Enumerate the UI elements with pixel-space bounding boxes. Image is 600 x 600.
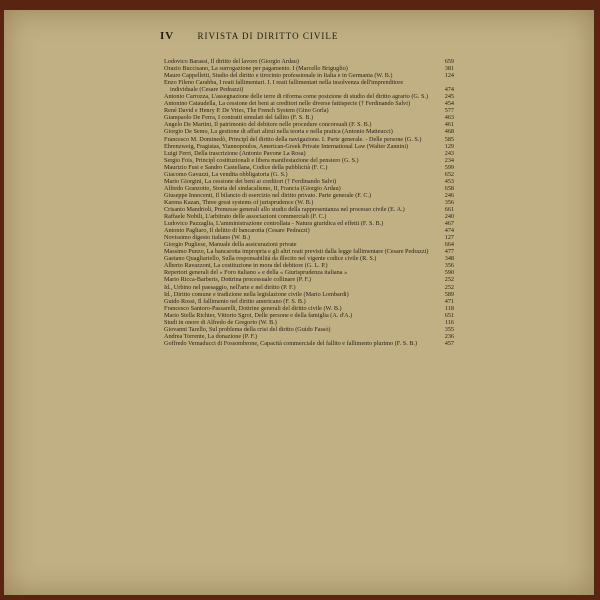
entry-page-number: 246: [444, 191, 454, 199]
index-entry: [164, 340, 454, 347]
entry-text: Repertori generali del « Foro italiano » e della « Giurisprudenza italiana »: [164, 269, 348, 277]
entry-text: Giorgio De Semo, La gestione di affari altrui nella teoria e nella pratica (Antonio Matteucci): [164, 128, 393, 136]
index-entries: [164, 58, 454, 347]
entry-text: René David e Henry P. De Vries, The French System (Gino Gorla): [164, 107, 329, 115]
entry-text: Orazio Buccisano, La surrogazione per pagamento. I (Marcello Briguglio): [164, 65, 348, 73]
index-entry: [164, 143, 454, 150]
index-entry: [164, 248, 454, 255]
entry-page-number: 356: [444, 198, 454, 206]
index-entry: [164, 206, 454, 213]
index-entry: [164, 333, 454, 340]
journal-title: RIVISTA DI DIRITTO CIVILE: [197, 31, 339, 41]
index-entry: [164, 199, 454, 206]
entry-page-number: 355: [444, 325, 454, 333]
entry-page-number: 658: [444, 184, 454, 192]
entry-text: Alfredo Granzotto, Storia del sindacalismo, II, Francia (Giorgio Ardau): [164, 184, 341, 192]
index-entry: [164, 114, 454, 121]
entry-text: Antonio Carrozza, L'assegnazione delle terre di riforma come posizione di studio del diritto agrario (G. S.): [164, 93, 428, 101]
index-entry: [164, 157, 454, 164]
entry-page-number: 664: [444, 241, 454, 249]
index-entry: [164, 269, 454, 276]
entry-text: Angelo De Martini, Il patrimonio del debitore nelle procedure concorsuali (F. S. B.): [164, 121, 372, 129]
index-entry: [164, 164, 454, 171]
index-entry: [164, 234, 454, 241]
index-entry: [164, 284, 454, 291]
page-header: [160, 30, 460, 42]
entry-page-number: 659: [444, 58, 454, 65]
entry-text: Enzo Fileno Carabba, I reati fallimentari. I. I reati fallimentari nella insolvenza dell'imprenditore individuale (Cesare Pedrazzi): [164, 79, 404, 94]
index-entry: [164, 65, 454, 72]
index-entry: [164, 107, 454, 114]
entry-text: Giacomo Gavazzi, La vendita obbligatoria (G. S.): [164, 170, 288, 178]
index-entry: [164, 276, 454, 283]
index-entry: [164, 121, 454, 128]
entry-page-number: 590: [444, 269, 454, 277]
entry-page-number: 585: [444, 135, 454, 143]
entry-text: Raffaele Nobili, L'arbitrato delle associazioni commerciali (F. C.): [164, 213, 327, 221]
index-entry: [164, 262, 454, 269]
entry-page-number: 661: [444, 205, 454, 213]
entry-text: Mario Stella Richter, Vittorio Sgroi, Delle persone e della famiglia (A. d'A.): [164, 311, 353, 319]
entry-text: Karena Kazan, Three great systems of jurisprudence (W. B.): [164, 198, 314, 206]
index-entry: [164, 93, 454, 100]
entry-page-number: 348: [444, 255, 454, 263]
entry-text: Antonino Cataudella, La cessione dei beni ai creditori nelle diverse fattispecie († Ferdinando Salvi): [164, 100, 411, 108]
entry-text: Ehrenzweig, Fragistas, Yiannopoulos, American-Greek Private International Law (Walter Zannini): [164, 142, 409, 150]
entry-page-number: 474: [444, 227, 454, 235]
entry-page-number: 245: [444, 93, 454, 101]
entry-text: Ludovico Pazzaglia, L'amministrazione controllata - Natura giuridica ed effetti (F. S. B.): [164, 220, 384, 228]
entry-page-number: 453: [444, 177, 454, 185]
entry-page-number: 457: [444, 339, 454, 347]
index-entry: [164, 255, 454, 262]
index-entry: [164, 178, 454, 185]
entry-page-number: 236: [444, 332, 454, 340]
entry-page-number: 474: [444, 86, 454, 94]
index-entry: [164, 326, 454, 333]
entry-page-number: 124: [444, 72, 454, 80]
index-entry: [164, 213, 454, 220]
entry-text: Giampaolo De Ferra, I contratti simulati del fallito (F. S. B.): [164, 114, 314, 122]
entry-page-number: 116: [444, 318, 454, 326]
index-entry: [164, 136, 454, 143]
entry-page-number: 467: [444, 220, 454, 228]
index-entry: [164, 100, 454, 107]
entry-text: Novissimo digesto italiano (W. B.): [164, 234, 251, 242]
entry-page-number: 129: [444, 142, 454, 150]
entry-text: Mario Giorgini, La cessione dei beni ai creditori († Ferdinando Salvi): [164, 177, 337, 185]
entry-page-number: 463: [444, 114, 454, 122]
entry-text: Id., Urbino nel paesaggio, nell'arte e nel diritto (P. F.): [164, 283, 296, 291]
entry-text: Id., Diritto comune e tradizione nella legislazione civile (Mario Lombardi): [164, 290, 349, 298]
entry-page-number: 471: [444, 297, 454, 305]
entry-page-number: 461: [444, 121, 454, 129]
book-page: [4, 10, 594, 595]
index-entry: [164, 319, 454, 326]
entry-text: Luigi Ferri, Della trascrizione (Antonio Pavone La Rosa): [164, 149, 306, 157]
entry-page-number: 381: [444, 65, 454, 73]
entry-text: Giovanni Tarello, Sul problema della crisi del diritto (Guido Fassò): [164, 325, 331, 333]
entry-page-number: 240: [444, 213, 454, 221]
entry-text: Maurizio Fusi e Sandro Castellana, Codice della pubblicità (F. C.): [164, 163, 328, 171]
index-entry: [164, 171, 454, 178]
entry-page-number: 356: [444, 262, 454, 270]
page-number: IV: [160, 30, 175, 42]
entry-text: Gaetano Quagliariello, Sulla responsabilità da illecito nel vigente codice civile (R. S.): [164, 255, 377, 263]
index-entry: [164, 220, 454, 227]
index-entry: [164, 241, 454, 248]
index-entry: [164, 185, 454, 192]
index-entry: [164, 305, 454, 312]
entry-page-number: 577: [444, 107, 454, 115]
entry-text: Antonio Pagliaro, Il delitto di bancarotta (Cesare Pedrazzi): [164, 227, 310, 235]
entry-page-number: 252: [444, 276, 454, 284]
entry-text: Alberto Ravazzoni, La costituzione in mora del debitore (G. L. P.): [164, 262, 328, 270]
entry-page-number: 127: [444, 234, 454, 242]
entry-page-number: 589: [444, 290, 454, 298]
entry-text: Giorgio Pugliese, Manuale della assicurazioni private: [164, 241, 297, 249]
index-entry: [164, 58, 454, 65]
entry-text: Studi in onore di Alfredo de Gregorio (W. B.): [164, 318, 277, 326]
entry-page-number: 118: [444, 304, 454, 312]
entry-page-number: 651: [444, 311, 454, 319]
entry-page-number: 454: [444, 100, 454, 108]
entry-text: Massimo Punzo, La bancarotta impropria e gli altri reati previsti dalla legge fallimentare (Cesare Pedrazzi): [164, 248, 429, 256]
index-entry: [164, 128, 454, 135]
entry-text: Crisanto Mandrioli, Premesse generali allo studio della rappresentanza nel processo civile (E. A.): [164, 205, 405, 213]
entry-text: Francesco Santoro-Passarelli, Dottrine generali del diritto civile (W. B.): [164, 304, 342, 312]
entry-page-number: 468: [444, 128, 454, 136]
index-entry: [164, 79, 454, 93]
entry-text: Goffredo Vernaducci di Fossombrone, Capacità commerciale del fallito e fallimento plurimo (F. S. B.): [164, 339, 418, 347]
entry-text: Sergio Fois, Principî costituzionali e libera manifestazione del pensiero (G. S.): [164, 156, 359, 164]
entry-text: Giuseppe Innocenti, Il bilancio di esercizio nel diritto privato. Parte generale (F. C.): [164, 191, 372, 199]
entry-text: Andrea Torrente, La donazione (P. F.): [164, 332, 258, 340]
entry-page-number: 599: [444, 163, 454, 171]
entry-text: Guido Rossi, Il fallimento nel diritto americano (F. S. B.): [164, 297, 306, 305]
index-entry: [164, 227, 454, 234]
entry-page-number: 652: [444, 170, 454, 178]
entry-page-number: 243: [444, 149, 454, 157]
index-entry: [164, 312, 454, 319]
entry-text: Mario Ricca-Barberis, Dottrina processuale collinare (P. F.): [164, 276, 312, 284]
entry-text: Francesco M. Dominedò, Principî del diritto della navigazione. I. Parte generale. - Delle persone (G. S.): [164, 135, 422, 143]
index-entry: [164, 192, 454, 199]
entry-page-number: 477: [444, 248, 454, 256]
entry-text: Lodovico Barassi, Il diritto del lavoro (Giorgio Ardau): [164, 58, 299, 65]
index-entry: [164, 72, 454, 79]
entry-page-number: 252: [444, 283, 454, 291]
index-entry: [164, 291, 454, 298]
entry-page-number: 234: [444, 156, 454, 164]
entry-text: Mauro Cappelletti, Studio del diritto e tirocinio professionale in Italia e in Germania (W. B.): [164, 72, 393, 80]
index-entry: [164, 298, 454, 305]
index-entry: [164, 150, 454, 157]
